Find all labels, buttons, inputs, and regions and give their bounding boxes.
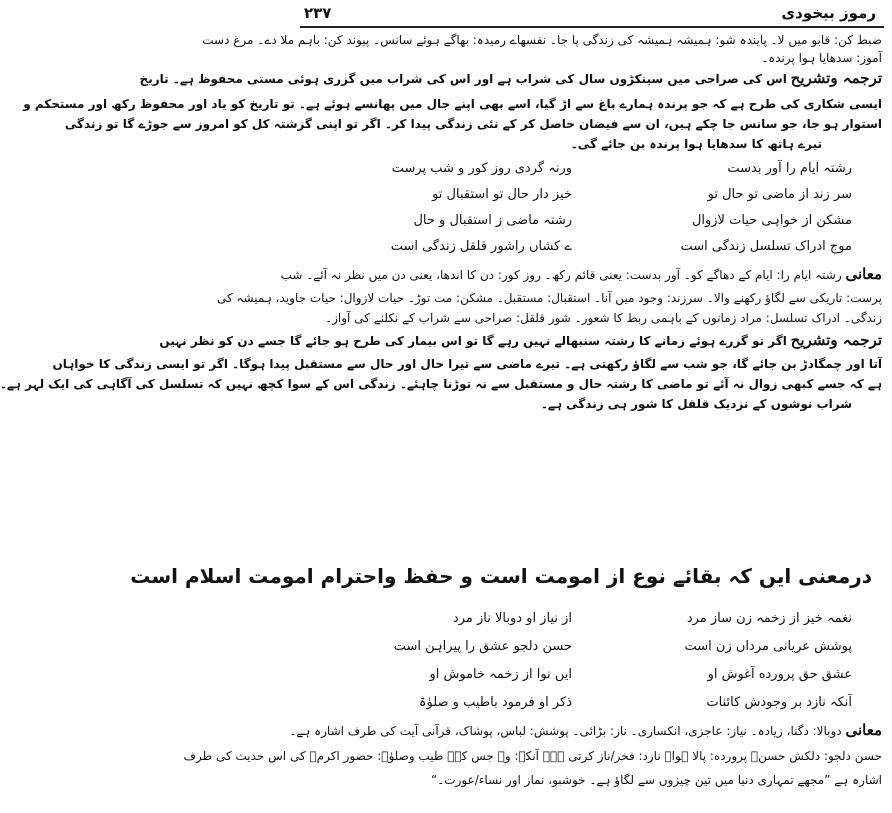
verse-right: عشق حق پرورده آغوش او xyxy=(707,667,852,682)
meanings-text: دوبالا: دگنا، زیادہ۔ نیاز: عاجزی، انکساری۔ ناز: بڑائی۔ پوشش: لباس، پوشاک، قرآنی آیت کی طرف اشارہ ہے۔ xyxy=(289,724,842,738)
verse-right: رشتہ ایام را آور بدست xyxy=(727,161,852,176)
verse-left: ورنہ گردی روز کور و شب پرست xyxy=(391,161,572,176)
verse-left: ذکر او فرمود باطیب و صلوٰۃ xyxy=(418,695,572,710)
book-title: رموز بیخودی xyxy=(781,4,876,22)
verse-left: از نیاز او دوبالا ناز مرد xyxy=(452,611,572,626)
verse-right: موج ادراک تسلسل زندگی است xyxy=(680,239,852,254)
verse-right: مشکن از خواہی حیات لازوال xyxy=(691,213,852,228)
meanings-heading: معانی xyxy=(845,721,882,739)
chapter-title: درمعنی ایں کہ بقائے نوع از امومت است و حفظ واحترام امومت اسلام است xyxy=(130,564,872,588)
page-header xyxy=(300,2,884,28)
translation-text: اس کی صراحی میں سینکڑوں سال کی شراب ہے اور اس کی شراب میں گزری ہوئی مستی محفوظ ہے۔ تاریخ xyxy=(139,72,787,86)
translation-heading-row xyxy=(139,69,882,87)
verse-left: ایں نوا از زخمہ خاموش او xyxy=(429,667,572,682)
explanation-line: تیرے ہاتھ کا سدھایا ہوا پرندہ بن جائے گی۔ xyxy=(570,137,822,151)
translation-text: اگر تو گزرے ہوئے زمانے کا رشتہ سنبھالے نہیں رہے گا تو اس بیمار کی طرح ہو جائے گا جسے دن کو نظر نہیں xyxy=(159,334,787,348)
explanation-line: آتا اور چمگادڑ بن جائے گا، جو شب سے لگاؤ رکھتی ہے۔ تیرے ماضی سے تیرا حال اور حال سے مستقبل پیدا ہوگا۔ اگر تو ایسی زندگی کا خواہاں xyxy=(52,357,882,371)
meanings-line: پرست: تاریکی سے لگاؤ رکھنے والا۔ سرزند: وجود میں آنا۔ استقبال: مستقبل۔ مشکن: مت توڑ۔ حیات لازوال: حیات جاوید، ہمیشہ کی xyxy=(217,291,882,305)
explanation-line: استوار ہو جا، جو سانس جا چکے ہیں، ان سے فیضان حاصل کر کے نئی زندگی پیدا کر۔ اگر تو اپنی گزشتہ کل کو امروز سے جوڑے گا تو زندگی xyxy=(64,117,882,131)
glossary-line: آموز: سدھایا ہوا پرندہ۔ xyxy=(761,51,882,65)
translation-heading-row xyxy=(159,331,882,349)
meanings-line: حسن دلجو: دلکش حسن۔ پرورده: پالا ہوا۔ نازد: فخر/ناز کرتی ہے۔ آنکہ: وہ جس کے۔ طیب وصلوٰۃ: حضور اکرمؐ کی اس حدیث کی طرف xyxy=(183,749,882,763)
glossary-line: ضبط کن: قابو میں لا۔ پایندہ شو: ہمیشہ ہمیشہ کی زندگی پا جا۔ نفسھاے رمیدہ: بھاگے ہوئے سانس۔ پیوند کن: باہم ملا دے۔ مرغ دست xyxy=(202,33,882,47)
meanings-row xyxy=(289,721,882,739)
meanings-heading: معانی xyxy=(845,265,882,283)
verse-left: رشتہ ماضی ز استقبال و حال xyxy=(413,213,572,228)
meanings-line: اشارہ ہے ”مجھے تمہاری دنیا میں تین چیزوں سے لگاؤ ہے۔ خوشبو، نماز اور نساء/عورت۔“ xyxy=(431,773,882,787)
explanation-line: ایسی شکاری کی طرح ہے کہ جو پرندہ ہمارے باغ سے اڑ گیا، اسے بھی اپنے جال میں پھانسے ہوئے ہے۔ تو تاریخ کو یاد اور محفوظ رکھ اور مستحکم و xyxy=(23,97,882,111)
verse-left: خیز دار حال تو استقبال تو xyxy=(432,187,572,202)
verse-right: سر زند از ماضی تو حال تو xyxy=(707,187,852,202)
meanings-line: زندگی۔ ادراک تسلسل: مراد زمانوں کے باہمی ربط کا شعور۔ شور قلقل: صراحی سے شراب کے نکلنے کی آواز۔ xyxy=(325,311,882,325)
page-number: ۲۳۷ xyxy=(304,4,332,22)
verse-right: آنکہ نازد بر وجودش کائنات xyxy=(706,695,852,710)
translation-heading: ترجمہ وتشریح xyxy=(790,331,882,349)
explanation-line: شراب نوشوں کے نزدیک قلقل کا شور ہی زندگی ہے۔ xyxy=(540,397,852,411)
verse-right: نغمہ خیز از زخمہ زن ساز مرد xyxy=(686,611,852,626)
verse-left: ے کشاں راشور قلقل زندگی است xyxy=(390,239,572,254)
meanings-row xyxy=(280,265,882,283)
verse-left: حسن دلجو عشق را پیراہن است xyxy=(393,639,572,654)
meanings-text: رشتہ ایام را: ایام کے دھاگے کو۔ آور بدست: یعنی قائم رکھ۔ روز کور: دن کا اندھا، یعنی دن میں نظر نہ آئے۔ شب xyxy=(280,268,842,282)
verse-right: پوشش عریانی مرداں زن است xyxy=(684,639,852,654)
translation-heading: ترجمہ وتشریح xyxy=(790,69,882,87)
explanation-line: ہے کہ جسے کبھی زوال نہ آئے تو ماضی کا رشتہ حال و مستقبل سے نہ توڑنا چاہئے۔ زندگی اس کے سوا کچھ نہیں کہ تسلسل کی آگاہی کی ایک لہر ہے۔ xyxy=(0,377,882,391)
